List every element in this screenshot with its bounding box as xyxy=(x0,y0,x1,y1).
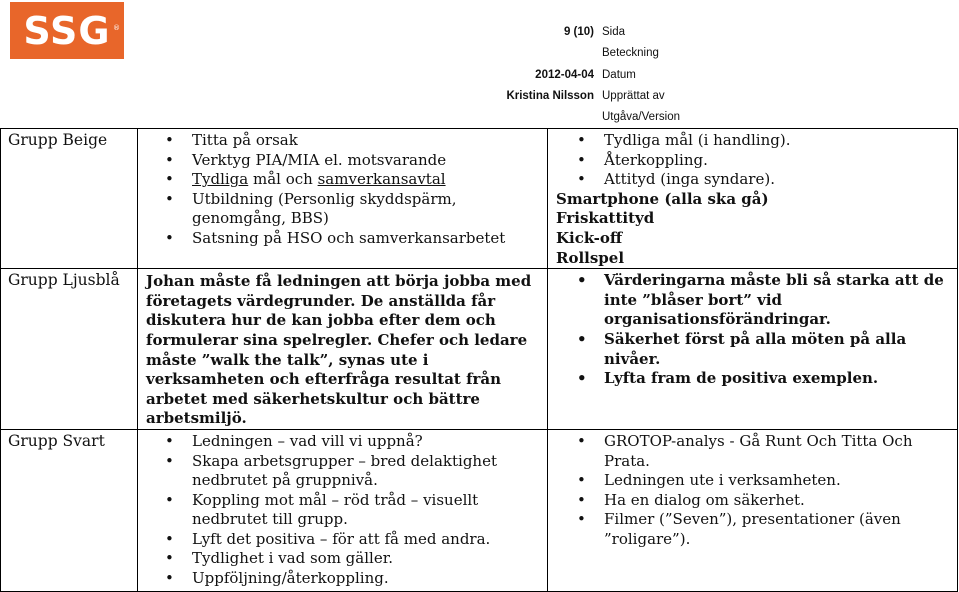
list-item: • Uppföljning/återkoppling. xyxy=(138,569,547,589)
group-name-cell xyxy=(1,129,138,269)
actions-cell xyxy=(138,429,548,591)
list-item: • Titta på orsak xyxy=(138,131,547,151)
actions-cell xyxy=(138,129,548,269)
list-item: • Satsning på HSO och samverkansarbetet xyxy=(138,229,547,249)
table-row-ljusbla xyxy=(1,269,958,430)
list-item: • Tydliga mål (i handling). xyxy=(548,131,957,151)
group-name-cell xyxy=(1,269,138,430)
paragraph: Johan måste få ledningen att börja jobba med företagets värdegrunder. De anställda får diskutera hur de kan jobba efter dem och formulerar sina spelregler. Chefer och ledare måste ”walk the talk”, synas ute i verksamheten och efterfråga resultat från arbetet med säkerhetskultur och bättre arbetsmiljö. xyxy=(146,272,532,428)
list-item: • Skapa arbetsgrupper – bred delaktighet nedbrutet på gruppnivå. xyxy=(138,452,547,491)
text-line: Kick-off xyxy=(556,228,623,247)
list-item: • Lyft det positiva – för att få med andra. xyxy=(138,530,547,550)
list-item: • Tydlighet i vad som gäller. xyxy=(138,549,547,569)
group-results-table xyxy=(0,128,958,592)
list-item: • Värderingarna måste bli så starka att de inte ”blåser bort” vid organisationsförändringar. xyxy=(548,271,957,330)
measures-cell xyxy=(548,269,958,430)
date-label: Datum xyxy=(602,69,636,81)
list-item: • Lyfta fram de positiva exemplen. xyxy=(548,369,957,389)
beteckning-label: Beteckning xyxy=(602,47,659,59)
ssg-logo xyxy=(10,2,124,59)
list-item: • Utbildning (Personlig skyddspärm, genomgång, BBS) xyxy=(138,190,547,229)
text-line: Rollspel xyxy=(556,248,625,267)
group-name: Grupp Ljusblå xyxy=(8,271,120,290)
table-row-svart xyxy=(1,429,958,591)
page-number: 9 (10) xyxy=(563,26,594,38)
actions-cell xyxy=(138,269,548,430)
list-item: • Ledningen ute i verksamheten. xyxy=(548,471,957,491)
measures-cell xyxy=(548,129,958,269)
text-line: Friskattityd xyxy=(556,209,655,228)
list-item: • GROTOP-analys - Gå Runt Och Titta Och Prata. xyxy=(548,432,957,471)
author-name: Kristina Nilsson xyxy=(506,90,594,102)
list-item: • Attityd (inga syndare). xyxy=(548,170,957,190)
group-name: Grupp Svart xyxy=(8,431,105,450)
group-name-cell xyxy=(1,429,138,591)
measures-cell xyxy=(548,429,958,591)
list-item: • Filmer (”Seven”), presentationer (även ”roligare”). xyxy=(548,510,957,549)
document-date: 2012-04-04 xyxy=(535,69,594,81)
list-item: • Ha en dialog om säkerhet. xyxy=(548,491,957,511)
list-item: • Återkoppling. xyxy=(548,151,957,171)
list-item: • Ledningen – vad vill vi uppnå? xyxy=(138,432,547,452)
list-item: • Verktyg PIA/MIA el. motsvarande xyxy=(138,151,547,171)
version-label: Utgåva/Version xyxy=(602,111,680,123)
table-row-beige xyxy=(1,129,958,269)
page-label: Sida xyxy=(602,26,626,38)
group-name: Grupp Beige xyxy=(8,131,108,149)
logo-text: SSG xyxy=(23,8,111,53)
list-item: • Säkerhet först på alla möten på alla nivåer. xyxy=(548,330,957,369)
author-label: Upprättat av xyxy=(602,90,665,102)
list-item: • Tydliga mål och samverkansavtal xyxy=(138,170,547,190)
list-item: • Koppling mot mål – röd tråd – visuellt nedbrutet till grupp. xyxy=(138,491,547,530)
text-line: Smartphone (alla ska gå) xyxy=(556,189,769,208)
logo-registered-mark: ® xyxy=(113,24,120,32)
